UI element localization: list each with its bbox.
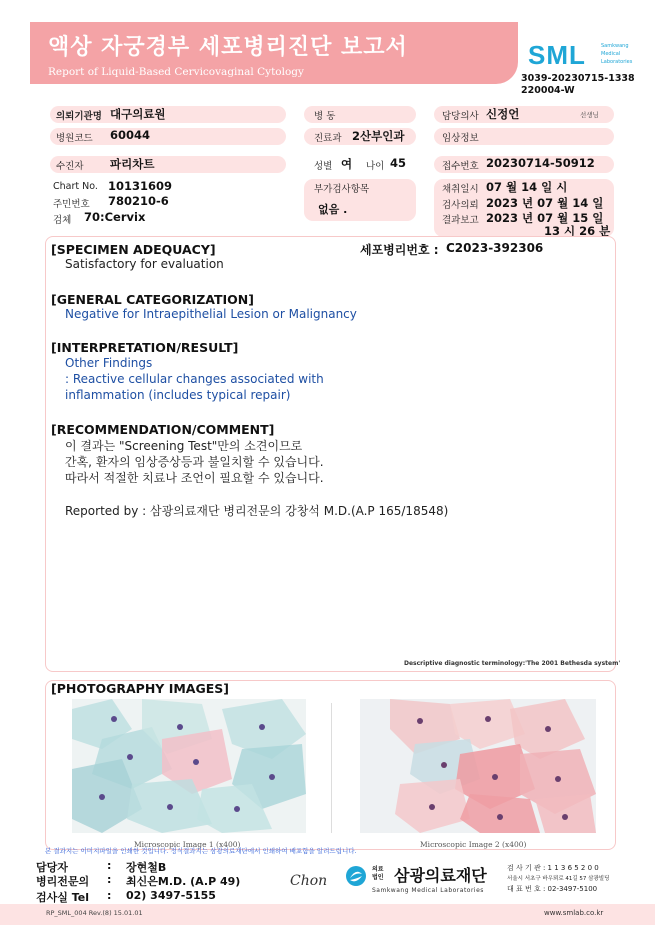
adequacy-heading: [SPECIMEN ADEQUACY] <box>51 242 216 257</box>
sex-value: 여 <box>341 157 353 171</box>
photo-heading: [PHOTOGRAPHY IMAGES] <box>51 681 229 696</box>
sml-logo: SML <box>528 40 586 70</box>
doctor-suffix: 선생님 <box>580 111 599 119</box>
colon: : <box>107 873 112 886</box>
barcode-number: 3039-20230715-1338 <box>521 73 635 84</box>
age-value: 45 <box>390 156 407 170</box>
doctor-value: 신정언 <box>486 107 520 121</box>
hospital-code-value: 60044 <box>110 128 151 142</box>
contact-line: 검 사 기 관 : 1 1 3 6 5 2 0 0 <box>507 864 599 872</box>
image-caption-2: Microscopic Image 2 (x400) <box>420 840 527 849</box>
chart-label: Chart No. <box>53 181 98 192</box>
sex-label: 성별 <box>314 161 333 172</box>
collect-label: 채취일시 <box>442 184 479 195</box>
resident-label: 주민번호 <box>53 199 90 210</box>
clinical-info-label: 임상정보 <box>442 133 479 144</box>
reported-by: Reported by : 삼광의료재단 병리전문의 강창석 M.D.(A.P 165/18548) <box>65 504 449 518</box>
general-text: Negative for Intraepithelial Lesion or Malignancy <box>65 307 357 321</box>
pathologist-value: 최신은M.D. (A.P 49) <box>126 875 241 888</box>
contact-line: 대 표 번 호 : 02-3497-5100 <box>507 885 598 893</box>
patient-label: 수진자 <box>56 161 84 172</box>
report-subtitle: Report of Liquid-Based Cervicovaginal Cytology <box>48 66 304 78</box>
result-value: 2023 년 07 월 15 일 <box>486 211 604 225</box>
recommendation-line: 간혹, 환자의 임상증상등과 불일치할 수 있습니다. <box>65 455 324 469</box>
recommendation-line: 따라서 적절한 치료나 조언이 필요할 수 있습니다. <box>65 471 324 485</box>
collect-value: 07 월 14 일 시 <box>486 180 568 194</box>
report-title: 액상 자궁경부 세포병리진단 보고서 <box>48 35 408 60</box>
photo-divider <box>331 703 332 833</box>
microscopic-image-1 <box>72 699 306 833</box>
request-label: 검사의뢰 <box>442 200 479 211</box>
print-notice: 본 결과지는 이미지파일을 인쇄한 것입니다. 정식결과지는 삼광의료재단에서 인쇄하여 배포함을 알려드립니다. <box>45 847 357 855</box>
terminology-note: Descriptive diagnostic terminology:'The 2001 Bethesda system' <box>404 660 621 667</box>
patient-value: 파리차트 <box>110 157 155 171</box>
result-label: 결과보고 <box>442 215 479 226</box>
foundation-name: 삼광의료재단 <box>394 866 487 885</box>
recommendation-heading: [RECOMMENDATION/COMMENT] <box>51 422 275 437</box>
reception-label: 접수번호 <box>442 161 479 172</box>
foundation-logo-icon <box>346 866 366 886</box>
patient-pill <box>50 156 286 173</box>
interpretation-line: Other Findings <box>65 356 153 370</box>
lab-tel-label: 검사실 Tel <box>36 891 89 904</box>
institution-value: 대구의료원 <box>110 107 166 121</box>
resident-value: 780210-6 <box>108 194 169 208</box>
additional-label: 부가검사항목 <box>314 184 370 195</box>
microscopic-image-2 <box>360 699 596 833</box>
form-code: RP_SML_004 Rev.(8) 15.01.01 <box>46 909 143 917</box>
colon: : <box>107 889 112 902</box>
doctor-label: 담당의사 <box>442 111 479 122</box>
hospital-code-label: 병원코드 <box>56 133 93 144</box>
pathology-number: C2023-392306 <box>446 241 544 255</box>
institution-label: 의뢰기관명 <box>56 111 102 122</box>
foundation-type: 의료 법인 <box>372 866 384 881</box>
interpretation-line: inflammation (includes typical repair) <box>65 388 291 402</box>
pathologist-signature: Chon <box>290 873 328 889</box>
interpretation-heading: [INTERPRETATION/RESULT] <box>51 340 239 355</box>
staff-value: 장현철B <box>126 861 167 874</box>
foundation-english-name: Samkwang Medical Laboratories <box>372 887 484 894</box>
interpretation-line: : Reactive cellular changes associated with <box>65 372 324 386</box>
department-label: 진료과 <box>314 133 342 144</box>
specimen-label: 검체 <box>53 215 72 226</box>
contact-line: 서울시 서초구 바우뫼로 41길 57 삼광빌딩 <box>507 876 610 882</box>
recommendation-line: 이 결과는 "Screening Test"만의 소견이므로 <box>65 439 303 453</box>
lab-tel-value: 02) 3497-5155 <box>126 889 216 902</box>
adequacy-text: Satisfactory for evaluation <box>65 257 224 271</box>
colon: : <box>107 859 112 872</box>
website-link[interactable]: www.smlab.co.kr <box>544 909 604 917</box>
staff-label: 담당자 <box>36 861 68 874</box>
pathology-number-label: 세포병리번호 : <box>360 243 439 257</box>
image-caption-1: Microscopic Image 1 (x400) <box>134 840 241 849</box>
ward-label: 병 동 <box>314 111 336 122</box>
general-heading: [GENERAL CATEGORIZATION] <box>51 292 254 307</box>
additional-value: 없음 . <box>318 203 348 216</box>
result-time: 13 시 26 분 <box>544 224 611 238</box>
department-value: 2산부인과 <box>352 129 405 143</box>
sml-logo-text: Samkwang Medical Laboratories <box>601 43 633 65</box>
reception-value: 20230714-50912 <box>486 156 595 170</box>
chart-value: 10131609 <box>108 179 173 193</box>
specimen-value: 70:Cervix <box>84 210 146 224</box>
barcode-suffix: 220004-W <box>521 85 575 96</box>
pathologist-label: 병리전문의 <box>36 875 90 888</box>
age-label: 나이 <box>366 161 385 172</box>
request-value: 2023 년 07 월 14 일 <box>486 196 604 210</box>
